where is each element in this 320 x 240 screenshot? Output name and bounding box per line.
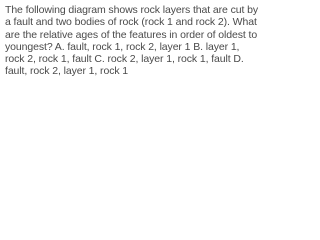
- question-text: The following diagram shows rock layers that are cut by a fault and two bodies of rock (rock 1 and rock 2). What are the relative ages of the features in order of oldest to youngest? A. fault, rock 1, rock 2, layer 1 B. layer 1, rock 2, rock 1, fault C. rock 2, layer 1, rock 1, fault D. fault, rock 2, layer 1, rock 1: [5, 4, 259, 78]
